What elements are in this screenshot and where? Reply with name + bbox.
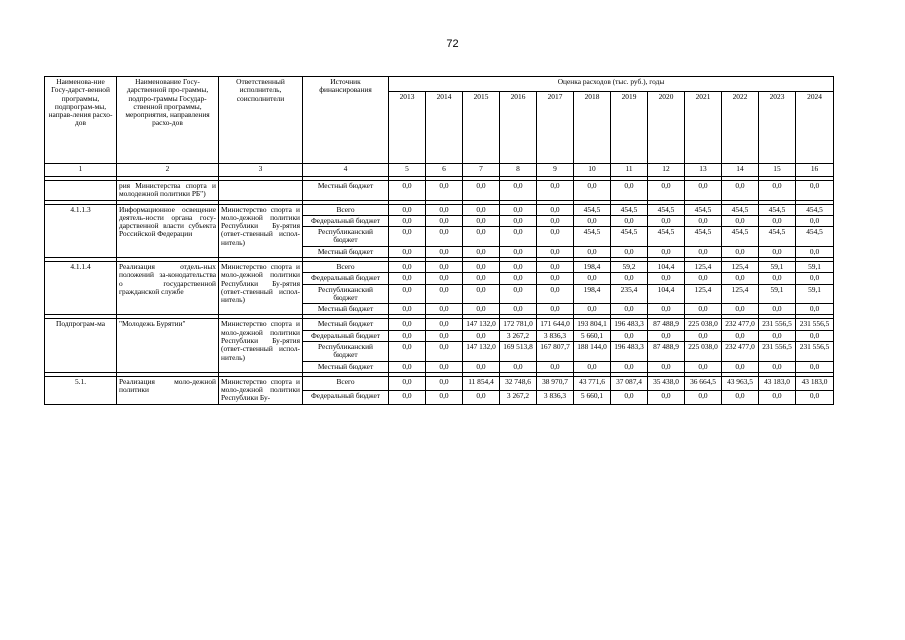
value-cell: 3 267,2	[500, 330, 537, 341]
value-cell: 3 267,2	[500, 390, 537, 404]
value-cell: 59,1	[796, 284, 834, 304]
funding-source-cell: Федеральный бюджет	[303, 273, 389, 284]
value-cell: 0,0	[463, 204, 500, 215]
table-row	[45, 376, 834, 390]
funding-source-cell: Республиканский бюджет	[303, 227, 389, 247]
table-row	[45, 181, 834, 201]
value-cell: 454,5	[759, 227, 796, 247]
funding-source-cell: Местный бюджет	[303, 181, 389, 201]
value-cell: 196 483,3	[611, 341, 648, 361]
year-header: 2022	[722, 92, 759, 164]
value-cell: 5 660,1	[574, 330, 611, 341]
header-expense-estimate: Оценка расходов (тыс. руб.), годы	[389, 77, 834, 92]
value-cell: 0,0	[389, 246, 426, 257]
value-cell: 0,0	[426, 390, 463, 404]
value-cell: 0,0	[389, 273, 426, 284]
funding-source-cell: Местный бюджет	[303, 319, 389, 330]
executor-cell: Министерство спорта и моло-дежной политики Республики Бу-рятия (ответ-ственный испол-нитель)	[219, 204, 303, 257]
value-cell: 11 854,4	[463, 376, 500, 390]
funding-source-cell: Местный бюджет	[303, 361, 389, 372]
value-cell: 0,0	[389, 390, 426, 404]
value-cell: 454,5	[611, 227, 648, 247]
column-number-cell: 4	[303, 164, 389, 177]
column-number-cell: 5	[389, 164, 426, 177]
value-cell: 0,0	[389, 304, 426, 315]
year-header: 2018	[574, 92, 611, 164]
value-cell: 0,0	[463, 181, 500, 201]
year-header: 2019	[611, 92, 648, 164]
value-cell: 454,5	[796, 227, 834, 247]
value-cell: 0,0	[648, 273, 685, 284]
value-cell: 0,0	[722, 361, 759, 372]
value-cell: 0,0	[537, 273, 574, 284]
year-header: 2013	[389, 92, 426, 164]
value-cell: 0,0	[389, 227, 426, 247]
value-cell: 0,0	[574, 215, 611, 226]
value-cell: 0,0	[463, 215, 500, 226]
value-cell: 0,0	[426, 361, 463, 372]
value-cell: 231 556,5	[796, 319, 834, 330]
value-cell: 36 664,5	[685, 376, 722, 390]
value-cell: 0,0	[500, 227, 537, 247]
program-code-cell: 5.1.	[45, 376, 117, 404]
funding-source-cell: Федеральный бюджет	[303, 330, 389, 341]
value-cell: 38 970,7	[537, 376, 574, 390]
program-name-cell: "Молодежь Бурятии"	[117, 319, 219, 372]
table-body	[45, 177, 834, 405]
value-cell: 0,0	[796, 304, 834, 315]
value-cell: 167 807,7	[537, 341, 574, 361]
column-number-cell: 1	[45, 164, 117, 177]
value-cell: 0,0	[796, 273, 834, 284]
value-cell: 0,0	[426, 319, 463, 330]
column-number-cell: 9	[537, 164, 574, 177]
funding-source-cell: Местный бюджет	[303, 246, 389, 257]
value-cell: 0,0	[500, 246, 537, 257]
column-number-cell: 3	[219, 164, 303, 177]
value-cell: 454,5	[685, 204, 722, 215]
value-cell: 0,0	[426, 181, 463, 201]
funding-source-cell: Всего	[303, 204, 389, 215]
column-number-cell: 2	[117, 164, 219, 177]
executor-cell: Министерство спорта и моло-дежной политики Республики Бу-	[219, 376, 303, 404]
value-cell: 188 144,0	[574, 341, 611, 361]
value-cell: 104,4	[648, 261, 685, 272]
value-cell: 0,0	[574, 181, 611, 201]
value-cell: 232 477,0	[722, 319, 759, 330]
value-cell: 3 836,3	[537, 390, 574, 404]
value-cell: 0,0	[611, 215, 648, 226]
value-cell: 0,0	[648, 215, 685, 226]
value-cell: 0,0	[500, 304, 537, 315]
program-code-cell: Подпрограм-ма	[45, 319, 117, 372]
value-cell: 0,0	[759, 361, 796, 372]
value-cell: 231 556,5	[796, 341, 834, 361]
program-code-cell: 4.1.1.4	[45, 261, 117, 314]
value-cell: 0,0	[685, 304, 722, 315]
value-cell: 59,1	[759, 284, 796, 304]
value-cell: 0,0	[463, 390, 500, 404]
value-cell: 0,0	[389, 361, 426, 372]
funding-source-cell: Федеральный бюджет	[303, 215, 389, 226]
value-cell: 43 963,5	[722, 376, 759, 390]
table-row	[45, 319, 834, 330]
value-cell: 0,0	[685, 361, 722, 372]
funding-source-cell: Республиканский бюджет	[303, 284, 389, 304]
value-cell: 0,0	[426, 204, 463, 215]
value-cell: 0,0	[796, 390, 834, 404]
value-cell: 0,0	[685, 330, 722, 341]
value-cell: 0,0	[796, 246, 834, 257]
column-number-cell: 16	[796, 164, 834, 177]
value-cell: 0,0	[611, 390, 648, 404]
table-row	[45, 204, 834, 215]
value-cell: 198,4	[574, 284, 611, 304]
column-number-cell: 15	[759, 164, 796, 177]
value-cell: 0,0	[537, 227, 574, 247]
value-cell: 0,0	[389, 319, 426, 330]
value-cell: 0,0	[722, 181, 759, 201]
value-cell: 37 087,4	[611, 376, 648, 390]
value-cell: 0,0	[759, 215, 796, 226]
column-number-cell: 7	[463, 164, 500, 177]
value-cell: 0,0	[796, 181, 834, 201]
value-cell: 0,0	[500, 273, 537, 284]
program-name-cell: Информационное освещение деятель-ности органа госу-дарственной власти субъекта Российской Федерации	[117, 204, 219, 257]
value-cell: 0,0	[685, 215, 722, 226]
funding-source-cell: Республиканский бюджет	[303, 341, 389, 361]
value-cell: 0,0	[389, 261, 426, 272]
value-cell: 0,0	[759, 246, 796, 257]
value-cell: 0,0	[426, 273, 463, 284]
value-cell: 454,5	[648, 227, 685, 247]
value-cell: 0,0	[611, 246, 648, 257]
value-cell: 0,0	[796, 330, 834, 341]
value-cell: 0,0	[389, 330, 426, 341]
value-cell: 0,0	[722, 390, 759, 404]
value-cell: 0,0	[648, 390, 685, 404]
value-cell: 0,0	[463, 304, 500, 315]
executor-cell: Министерство спорта и моло-дежной политики Республики Бу-рятия (ответ-ственный испол-нитель)	[219, 319, 303, 372]
value-cell: 0,0	[426, 261, 463, 272]
value-cell: 0,0	[537, 181, 574, 201]
value-cell: 0,0	[500, 204, 537, 215]
value-cell: 0,0	[722, 330, 759, 341]
program-code-cell: 4.1.1.3	[45, 204, 117, 257]
value-cell: 0,0	[537, 215, 574, 226]
program-name-cell: Реализация отдель-ных положений за-конодательства о государственной гражданской службе	[117, 261, 219, 314]
value-cell: 0,0	[500, 361, 537, 372]
value-cell: 0,0	[796, 361, 834, 372]
value-cell: 454,5	[611, 204, 648, 215]
year-header: 2016	[500, 92, 537, 164]
value-cell: 35 438,0	[648, 376, 685, 390]
value-cell: 0,0	[426, 227, 463, 247]
value-cell: 172 781,0	[500, 319, 537, 330]
value-cell: 5 660,1	[574, 390, 611, 404]
value-cell: 147 132,0	[463, 319, 500, 330]
value-cell: 0,0	[426, 304, 463, 315]
year-header: 2015	[463, 92, 500, 164]
value-cell: 0,0	[500, 181, 537, 201]
column-number-cell: 10	[574, 164, 611, 177]
value-cell: 0,0	[463, 330, 500, 341]
program-code-cell	[45, 181, 117, 201]
value-cell: 235,4	[611, 284, 648, 304]
value-cell: 0,0	[426, 215, 463, 226]
value-cell: 0,0	[537, 304, 574, 315]
column-number-cell: 13	[685, 164, 722, 177]
value-cell: 0,0	[389, 341, 426, 361]
year-header: 2014	[426, 92, 463, 164]
column-number-cell: 6	[426, 164, 463, 177]
value-cell: 0,0	[537, 361, 574, 372]
column-number-cell: 11	[611, 164, 648, 177]
value-cell: 0,0	[574, 304, 611, 315]
year-header: 2024	[796, 92, 834, 164]
value-cell: 454,5	[574, 204, 611, 215]
value-cell: 454,5	[722, 227, 759, 247]
value-cell: 0,0	[611, 181, 648, 201]
value-cell: 0,0	[537, 261, 574, 272]
value-cell: 147 132,0	[463, 341, 500, 361]
header-funding-source: Источник финансирования	[303, 77, 389, 164]
value-cell: 59,2	[611, 261, 648, 272]
value-cell: 0,0	[722, 215, 759, 226]
value-cell: 0,0	[537, 246, 574, 257]
value-cell: 0,0	[389, 284, 426, 304]
executor-cell	[219, 181, 303, 201]
value-cell: 0,0	[796, 215, 834, 226]
value-cell: 0,0	[574, 361, 611, 372]
value-cell: 59,1	[796, 261, 834, 272]
expense-estimate-table	[44, 76, 834, 405]
column-number-cell: 14	[722, 164, 759, 177]
funding-source-cell: Всего	[303, 376, 389, 390]
value-cell: 0,0	[426, 246, 463, 257]
value-cell: 0,0	[648, 246, 685, 257]
value-cell: 3 836,3	[537, 330, 574, 341]
value-cell: 0,0	[463, 261, 500, 272]
value-cell: 0,0	[611, 273, 648, 284]
column-number-cell: 12	[648, 164, 685, 177]
value-cell: 0,0	[463, 273, 500, 284]
value-cell: 0,0	[389, 204, 426, 215]
value-cell: 0,0	[648, 181, 685, 201]
funding-source-cell: Федеральный бюджет	[303, 390, 389, 404]
value-cell: 0,0	[463, 361, 500, 372]
header-executor: Ответственный исполнитель, соисполнители	[219, 77, 303, 164]
value-cell: 0,0	[648, 304, 685, 315]
value-cell: 0,0	[611, 361, 648, 372]
value-cell: 0,0	[685, 181, 722, 201]
value-cell: 0,0	[722, 304, 759, 315]
value-cell: 0,0	[426, 284, 463, 304]
column-number-cell: 8	[500, 164, 537, 177]
year-header: 2023	[759, 92, 796, 164]
value-cell: 0,0	[537, 204, 574, 215]
value-cell: 193 804,1	[574, 319, 611, 330]
value-cell: 0,0	[500, 261, 537, 272]
value-cell: 43 771,6	[574, 376, 611, 390]
value-cell: 454,5	[648, 204, 685, 215]
value-cell: 32 748,6	[500, 376, 537, 390]
value-cell: 125,4	[685, 284, 722, 304]
value-cell: 0,0	[500, 284, 537, 304]
funding-source-cell: Всего	[303, 261, 389, 272]
value-cell: 0,0	[611, 304, 648, 315]
value-cell: 0,0	[574, 246, 611, 257]
value-cell: 454,5	[759, 204, 796, 215]
value-cell: 0,0	[722, 273, 759, 284]
year-header: 2021	[685, 92, 722, 164]
value-cell: 0,0	[426, 341, 463, 361]
value-cell: 0,0	[500, 215, 537, 226]
value-cell: 0,0	[463, 246, 500, 257]
program-name-cell: Реализация моло-дежной политики	[117, 376, 219, 404]
value-cell: 0,0	[722, 246, 759, 257]
year-header: 2017	[537, 92, 574, 164]
value-cell: 196 483,3	[611, 319, 648, 330]
header-row-1	[45, 77, 834, 92]
value-cell: 0,0	[426, 376, 463, 390]
value-cell: 454,5	[722, 204, 759, 215]
value-cell: 0,0	[463, 284, 500, 304]
value-cell: 87 488,9	[648, 341, 685, 361]
value-cell: 43 183,0	[796, 376, 834, 390]
value-cell: 232 477,0	[722, 341, 759, 361]
value-cell: 454,5	[685, 227, 722, 247]
value-cell: 125,4	[685, 261, 722, 272]
value-cell: 0,0	[759, 273, 796, 284]
value-cell: 0,0	[648, 361, 685, 372]
value-cell: 0,0	[537, 284, 574, 304]
value-cell: 0,0	[759, 330, 796, 341]
value-cell: 0,0	[389, 181, 426, 201]
year-header: 2020	[648, 92, 685, 164]
value-cell: 104,4	[648, 284, 685, 304]
value-cell: 0,0	[389, 376, 426, 390]
value-cell: 87 488,9	[648, 319, 685, 330]
value-cell: 0,0	[759, 304, 796, 315]
program-name-cell: рия Министерства спорта и молодежной политики РБ")	[117, 181, 219, 201]
value-cell: 454,5	[796, 204, 834, 215]
value-cell: 454,5	[574, 227, 611, 247]
value-cell: 0,0	[426, 330, 463, 341]
value-cell: 0,0	[389, 215, 426, 226]
value-cell: 225 038,0	[685, 341, 722, 361]
value-cell: 225 038,0	[685, 319, 722, 330]
value-cell: 0,0	[463, 227, 500, 247]
value-cell: 0,0	[685, 390, 722, 404]
value-cell: 231 556,5	[759, 319, 796, 330]
value-cell: 0,0	[685, 273, 722, 284]
table-row	[45, 261, 834, 272]
value-cell: 125,4	[722, 284, 759, 304]
value-cell: 125,4	[722, 261, 759, 272]
header-activity-name: Наименование Госу-дарственной про-граммы, подпро-граммы Государ-ственной программы, мероприятия, направления расхо-дов	[117, 77, 219, 164]
value-cell: 0,0	[574, 273, 611, 284]
value-cell: 231 556,5	[759, 341, 796, 361]
value-cell: 0,0	[759, 181, 796, 201]
funding-source-cell: Местный бюджет	[303, 304, 389, 315]
executor-cell: Министерство спорта и моло-дежной политики Республики Бу-рятия (ответ-ственный испол-нитель)	[219, 261, 303, 314]
value-cell: 43 183,0	[759, 376, 796, 390]
value-cell: 0,0	[648, 330, 685, 341]
value-cell: 198,4	[574, 261, 611, 272]
value-cell: 0,0	[685, 246, 722, 257]
value-cell: 0,0	[759, 390, 796, 404]
page-number: 72	[446, 38, 459, 50]
value-cell: 59,1	[759, 261, 796, 272]
header-program-name: Наименова-ние Госу-дарст-венной программы, подпрограм-мы, направ-ления расхо-дов	[45, 77, 117, 164]
column-number-row	[45, 164, 834, 177]
value-cell: 169 513,8	[500, 341, 537, 361]
value-cell: 171 644,0	[537, 319, 574, 330]
value-cell: 0,0	[611, 330, 648, 341]
